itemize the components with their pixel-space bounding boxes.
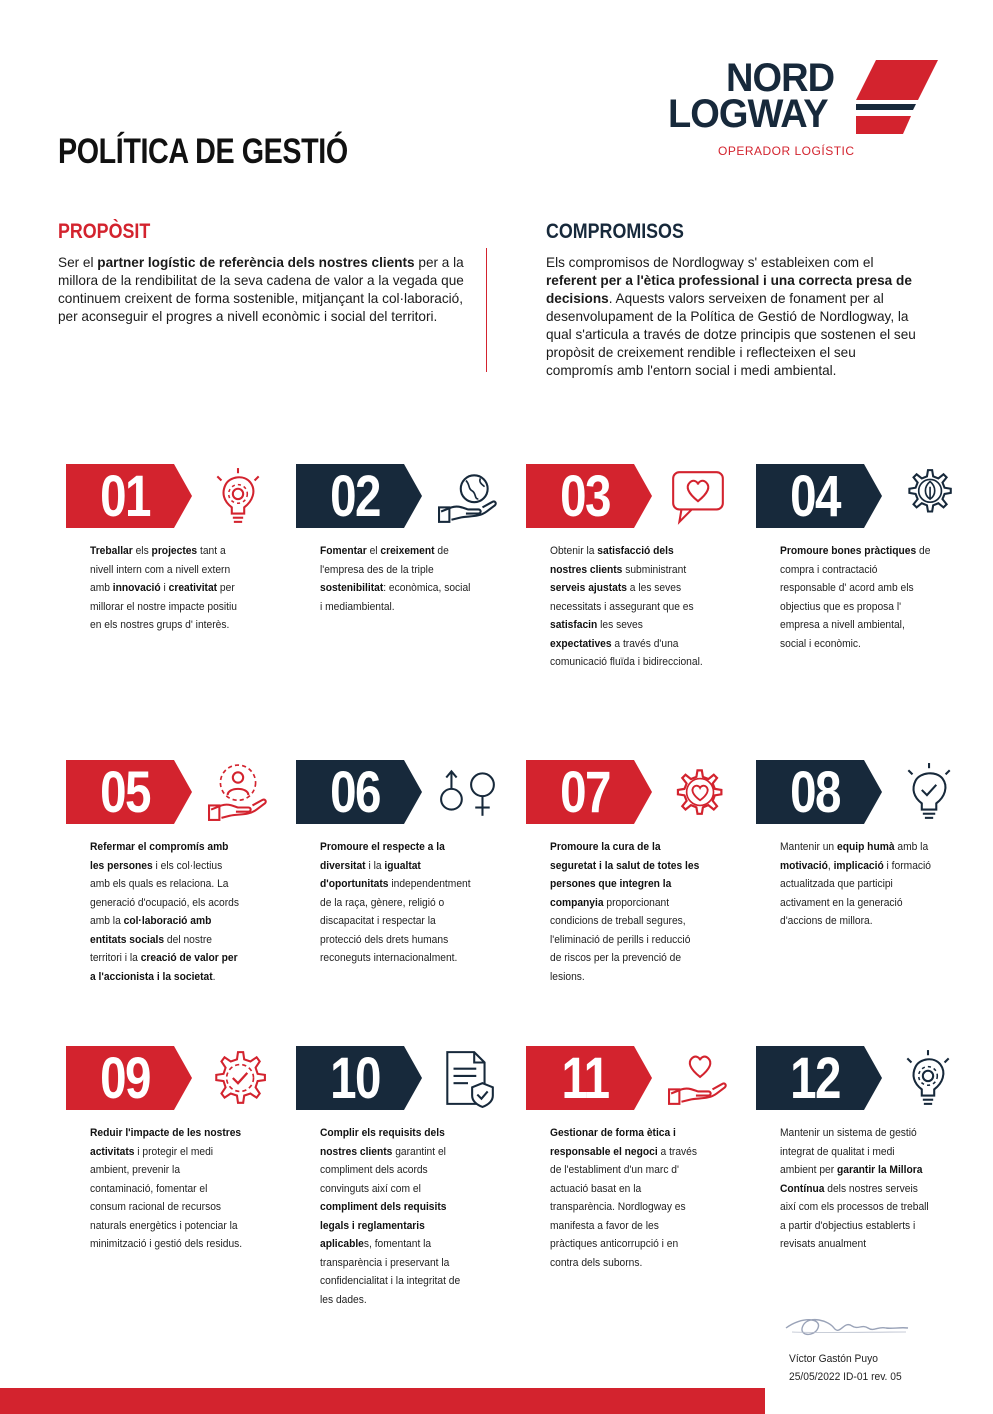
page-title: POLÍTICA DE GESTIÓ <box>58 132 348 171</box>
lightbulb-gear-icon <box>896 1048 960 1108</box>
principle-number: 07 <box>560 760 610 825</box>
body-text: a través de l'establiment d'un marc d' actuació basat en la transparència. Nordlogway es manifesta a favor de les pràctiques anticorrupció i en contra dels suborns. <box>550 1145 698 1269</box>
body-text: proporcionant condicions de treball segures, l'eliminació de perills i reducció de riscos per la prevenció de lesions. <box>550 896 691 983</box>
emphasis-text: Promoure la cura de la seguretat i la salut de totes les persones que integren la companyia <box>550 841 700 909</box>
logo-word-logway: LOGWAY <box>668 92 828 136</box>
section-divider <box>486 248 487 372</box>
lightbulb-check-icon <box>896 762 960 822</box>
emphasis-text: innovació <box>112 582 161 594</box>
emphasis-text: Reduir l'impacte de les nostres activitats <box>90 1127 242 1158</box>
principle-number: 09 <box>100 1046 150 1111</box>
principle-number-badge <box>296 464 426 528</box>
footer-bar <box>0 1388 765 1414</box>
emphasis-text: Fomentar <box>320 545 367 557</box>
body-text: independentment de la raça, gènere, religió o discapacitat i respectar la protecció dels drets humans reconeguts internacionalment. <box>320 878 471 964</box>
signature-icon <box>782 1306 912 1346</box>
emphasis-text: Treballar <box>90 545 133 557</box>
hand-person-icon <box>206 762 270 822</box>
emphasis-text: projectes <box>151 545 198 557</box>
principle-number: 08 <box>790 760 840 825</box>
proposit-heading: PROPÒSIT <box>58 220 151 243</box>
gear-check-icon <box>206 1048 270 1108</box>
gender-symbols-icon <box>436 762 500 822</box>
body-text: el <box>366 545 381 557</box>
body-text: . <box>212 970 216 983</box>
principle-text <box>780 1124 933 1254</box>
principle-text <box>90 1124 243 1254</box>
principle-number-badge <box>66 760 196 824</box>
body-text: els <box>132 545 152 557</box>
company-logo <box>668 56 943 166</box>
body-text: Mantenir un <box>780 841 837 853</box>
principle-text <box>320 1124 473 1309</box>
body-text: Obtenir la <box>550 545 598 557</box>
emphasis-text: creació de valor per a l'accionista i la societat <box>90 952 238 983</box>
emphasis-text: expectatives <box>550 637 612 650</box>
signer-block <box>789 1350 902 1386</box>
compromisos-heading: COMPROMISOS <box>546 220 684 243</box>
principle-number: 05 <box>100 760 150 825</box>
body-text: per a la millora de la rendibilitat de la seva cadena de valor a la vegada que continuem creixent de forma sostenible, mitjançant la col·laboració, per aconseguir el progres a nivell econòmic i social del territori. <box>58 255 464 324</box>
lightbulb-gear-icon <box>206 466 270 526</box>
emphasis-text: serveis ajustats <box>550 582 627 594</box>
emphasis-text: motivació <box>780 859 828 872</box>
body-text: Mantenir un sistema de gestió integrat de qualitat i medi ambient per <box>780 1127 917 1176</box>
emphasis-text: compliment dels requisits legals i reglamentaris aplicable <box>320 1201 447 1250</box>
body-text: les seves <box>597 619 643 631</box>
principle-number: 02 <box>330 464 380 529</box>
principle-text <box>90 838 243 986</box>
principle-number: 06 <box>330 760 380 825</box>
heart-chat-icon <box>666 466 730 526</box>
principle-number-badge <box>66 1046 196 1110</box>
body-text: : econòmica, social i mediambiental. <box>320 582 471 613</box>
principle-text <box>550 1124 703 1272</box>
principle-number-badge <box>756 464 886 528</box>
emphasis-text: Gestionar de forma ètica i responsable el negoci <box>550 1127 676 1158</box>
gear-heart-icon <box>666 762 730 822</box>
principle-number: 03 <box>560 464 610 529</box>
hand-heart-icon <box>666 1048 730 1108</box>
body-text: i formació actualitzada que participi activament en la generació d'accions de millora. <box>780 859 932 927</box>
signer-name: Víctor Gastón Puyo <box>789 1353 878 1365</box>
body-text: , <box>827 859 834 872</box>
principle-number: 04 <box>790 464 840 529</box>
body-text: del nostre territori i la <box>90 933 212 964</box>
principle-number-badge <box>526 760 656 824</box>
principle-number: 10 <box>330 1046 380 1111</box>
body-text: i <box>160 582 169 594</box>
body-text: i protegir el medi ambient, prevenir la contaminació, fomentar el consum racional de recursos naturals energètics i potenciar la minimització i gestió dels residus. <box>90 1145 243 1250</box>
emphasis-text: referent per a l'ètica professional i una correcta presa de decisions <box>546 273 912 306</box>
principle-number-badge <box>756 1046 886 1110</box>
gear-leaf-icon <box>896 466 960 526</box>
body-text: de l'empresa des de la triple <box>320 545 449 576</box>
principle-number-badge <box>296 1046 426 1110</box>
body-text: a les seves necessitats i assegurant que es <box>550 582 694 613</box>
principle-number-badge <box>66 464 196 528</box>
emphasis-text: satisfacin <box>550 619 598 631</box>
logo-stripes-icon <box>856 60 940 134</box>
body-text: tant a nivell intern com a nivell extern amb <box>90 545 231 594</box>
principle-text <box>320 838 473 968</box>
logo-word-nord: NORD <box>726 56 835 100</box>
principle-text <box>550 838 703 986</box>
principle-text <box>550 542 703 672</box>
principle-number-badge <box>756 760 886 824</box>
emphasis-text: equip humà <box>836 841 895 853</box>
principle-number-badge <box>296 760 426 824</box>
principle-text <box>90 542 243 635</box>
document-shield-icon <box>436 1048 500 1108</box>
body-text: Els compromisos de Nordlogway s' estableixen com el <box>546 255 874 270</box>
body-text: amb la <box>894 841 929 853</box>
emphasis-text: Refermar el compromís amb les persones <box>90 841 229 872</box>
body-text: per millorar el nostre impacte positiu en els nostres grups d' interès. <box>90 582 238 631</box>
principle-number: 11 <box>561 1046 609 1111</box>
emphasis-text: partner logístic de referència dels nostres clients <box>97 255 415 270</box>
emphasis-text: creativitat <box>168 582 218 594</box>
body-text: s, fomentant la transparència i preservant la confidencialitat i la integritat de les dades. <box>320 1238 461 1306</box>
principle-number: 01 <box>100 464 150 529</box>
emphasis-text: igualtat d'oportunitats <box>320 859 421 890</box>
logo-tagline: OPERADOR LOGÍSTIC <box>718 144 855 158</box>
emphasis-text: Promoure bones pràctiques <box>780 545 917 557</box>
body-text: de compra i contractació responsable d' acord amb els objectius que es proposa l' empresa a nivell ambiental, social i econòmic. <box>780 545 931 650</box>
principle-text <box>780 838 933 931</box>
emphasis-text: creixement <box>380 545 435 557</box>
emphasis-text: implicació <box>833 859 884 872</box>
compromisos-text <box>546 254 926 380</box>
principle-number: 12 <box>790 1046 840 1111</box>
emphasis-text: col·laboració amb entitats socials <box>90 915 212 946</box>
body-text: . Aquests valors serveixen de fonament per al desenvolupament de la Política de Gestió de Nordlogway, la qual s'articula a través de dotze principis que sostenen el seu propòsit de creixement rendible i reflecteixen el seu compromís amb l'entorn social i medi ambiental. <box>546 291 916 378</box>
principle-text <box>780 542 933 653</box>
hand-globe-icon <box>436 466 500 526</box>
emphasis-text: Complir els requisits dels nostres clients <box>320 1127 445 1158</box>
emphasis-text: satisfacció dels nostres clients <box>550 545 674 576</box>
body-text: subministrant <box>622 563 687 576</box>
body-text: i la <box>365 859 385 872</box>
document-reference: 25/05/2022 ID-01 rev. 05 <box>789 1371 902 1383</box>
emphasis-text: Promoure el respecte a la diversitat <box>320 841 445 872</box>
proposit-text <box>58 254 478 326</box>
body-text: dels nostres serveis així com els processos de treball a partir d'objectius establerts i revisats anualment <box>780 1182 929 1250</box>
body-text: i els col·lectius amb els quals es relaciona. La generació d'ocupació, els acords amb la <box>90 859 239 927</box>
body-text: a través d'una comunicació fluïda i bidireccional. <box>550 637 703 668</box>
principle-text <box>320 542 473 616</box>
principle-number-badge <box>526 1046 656 1110</box>
emphasis-text: sostenibilitat <box>320 582 384 594</box>
principle-number-badge <box>526 464 656 528</box>
body-text: Ser el <box>58 255 98 270</box>
emphasis-text: garantir la Millora Contínua <box>780 1164 923 1195</box>
body-text: garantint el compliment dels acords convinguts així com el <box>320 1145 446 1195</box>
